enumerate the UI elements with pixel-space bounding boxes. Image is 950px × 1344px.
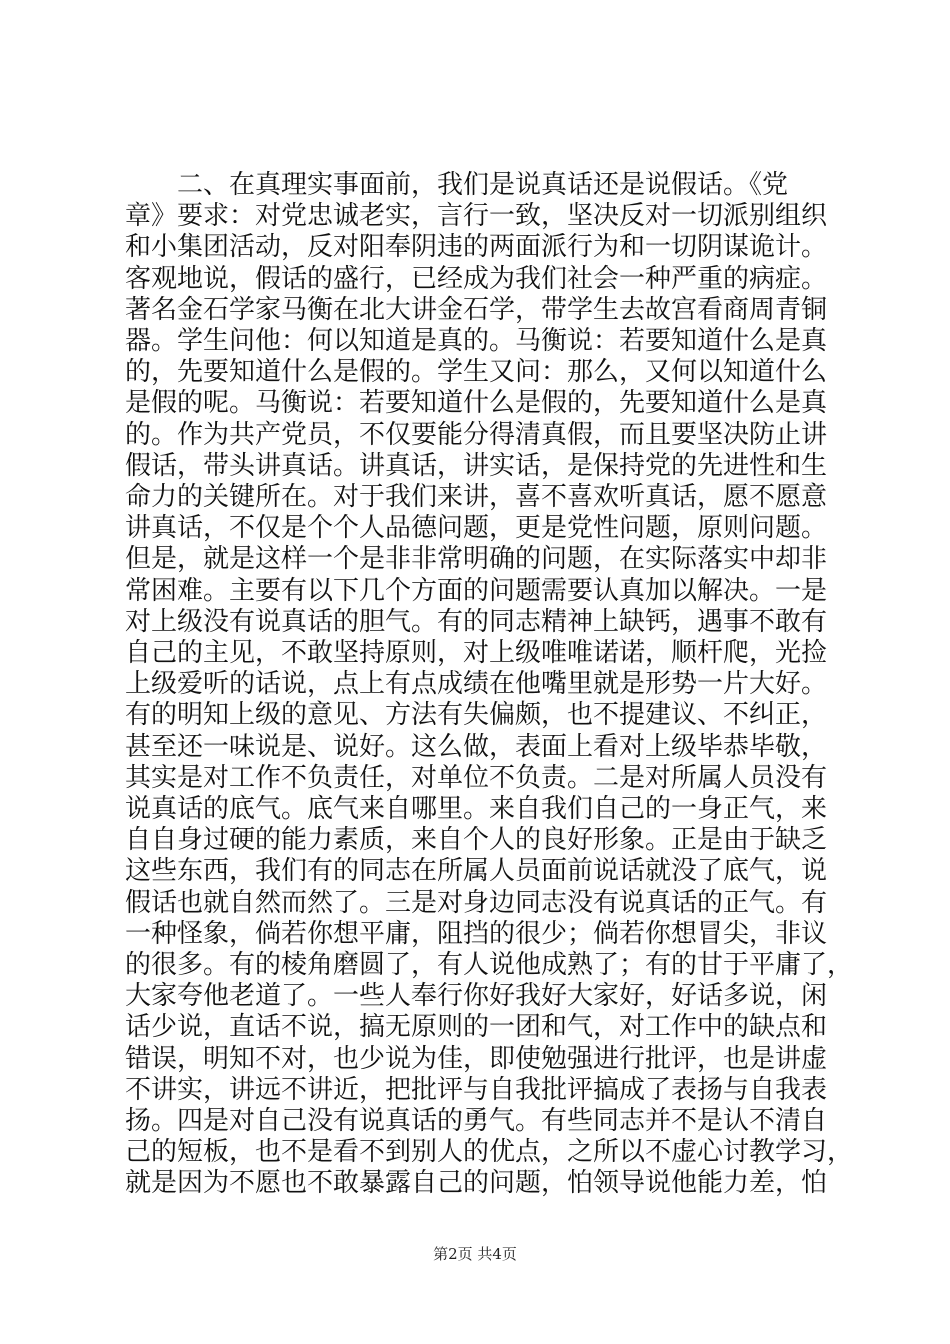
text-line: 上级爱听的话说，点上有点成绩在他嘴里就是形势一片大好。 [125, 669, 828, 700]
text-line: 一种怪象，倘若你想平庸，阻挡的很少；倘若你想冒尖，非议 [125, 918, 828, 949]
text-line: 但是，就是这样一个是非非常明确的问题，在实际落实中却非 [125, 544, 828, 575]
text-line: 常困难。主要有以下几个方面的问题需要认真加以解决。一是 [125, 575, 828, 606]
text-line: 扬。四是对自己没有说真话的勇气。有些同志并不是认不清自 [125, 1106, 828, 1136]
text-line: 讲真话，不仅是个个人品德问题，更是党性问题，原则问题。 [125, 513, 828, 544]
text-line: 就是因为不愿也不敢暴露自己的问题，怕领导说他能力差，怕 [125, 1168, 828, 1199]
text-line: 客观地说，假话的盛行，已经成为我们社会一种严重的病症。 [125, 263, 828, 294]
text-line: 的。作为共产党员，不仅要能分得清真假，而且要坚决防止讲 [125, 419, 828, 450]
text-line: 这些东西，我们有的同志在所属人员面前说话就没了底气，说 [125, 856, 828, 887]
text-line: 命力的关键所在。对于我们来讲，喜不喜欢听真话，愿不愿意 [125, 482, 828, 512]
text-line: 对上级没有说真话的胆气。有的同志精神上缺钙，遇事不敢有 [125, 606, 828, 637]
text-line: 是假的呢。马衡说：若要知道什么是假的，先要知道什么是真 [125, 388, 828, 419]
text-line: 著名金石学家马衡在北大讲金石学，带学生去故宫看商周青铜 [125, 294, 828, 325]
text-line: 自自身过硬的能力素质，来自个人的良好形象。正是由于缺乏 [125, 825, 828, 856]
text-line: 说真话的底气。底气来自哪里。来自我们自己的一身正气，来 [125, 794, 828, 824]
text-line: 器。学生问他：何以知道是真的。马衡说：若要知道什么是真 [125, 326, 828, 356]
text-line: 章》要求：对党忠诚老实，言行一致，坚决反对一切派别组织 [125, 201, 828, 232]
page-footer: 第2页 共4页 [433, 1245, 517, 1263]
text-line: 话少说，直话不说，搞无原则的一团和气，对工作中的缺点和 [125, 1012, 828, 1043]
text-line: 甚至还一味说是、说好。这么做，表面上看对上级毕恭毕敬， [125, 731, 828, 762]
text-line: 的，先要知道什么是假的。学生又问：那么，又何以知道什么 [125, 357, 828, 388]
text-line: 大家夸他老道了。一些人奉行你好我好大家好，好话多说，闲 [125, 981, 828, 1012]
text-line: 自己的主见，不敢坚持原则，对上级唯唯诺诺，顺杆爬，光捡 [125, 638, 828, 668]
text-line: 己的短板，也不是看不到别人的优点，之所以不虚心讨教学习， [125, 1137, 854, 1168]
text-line: 有的明知上级的意见、方法有失偏颇，也不提建议、不纠正， [125, 700, 828, 731]
text-line: 其实是对工作不负责任，对单位不负责。二是对所属人员没有 [125, 762, 828, 793]
text-line: 不讲实，讲远不讲近，把批评与自我批评搞成了表扬与自我表 [125, 1074, 828, 1105]
text-line: 的很多。有的棱角磨圆了，有人说他成熟了；有的甘于平庸了， [125, 950, 854, 980]
text-line: 二、在真理实事面前，我们是说真话还是说假话。《党 [125, 170, 789, 200]
text-line: 和小集团活动，反对阳奉阴违的两面派行为和一切阴谋诡计。 [125, 232, 828, 263]
text-line: 假话也就自然而然了。三是对身边同志没有说真话的正气。有 [125, 887, 828, 918]
text-line: 假话，带头讲真话。讲真话，讲实话，是保持党的先进性和生 [125, 450, 828, 481]
text-line: 错误，明知不对，也少说为佳，即使勉强进行批评，也是讲虚 [125, 1043, 828, 1074]
